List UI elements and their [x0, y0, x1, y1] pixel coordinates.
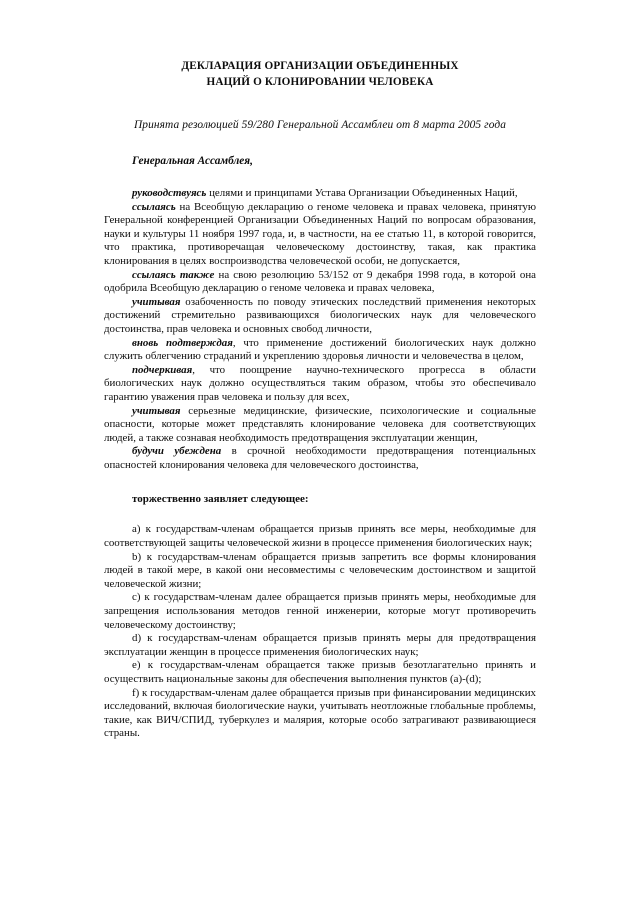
clause-item-e: e) к государствам-членам обращается также призыв безотлагательно принять и осуществить национальные законы для обеспечения выполнения пунктов (a)-(d); — [104, 659, 536, 685]
clause-item-b: b) к государствам-членам обращается призыв запретить все формы клонирования людей в такой мере, в какой они несовместимы с человеческим достоинством и защитой человеческой жизни; — [104, 550, 536, 590]
preamble-paragraph — [104, 364, 536, 405]
preamble-text: целями и принципами Устава Организации Объединенных Наций, — [206, 187, 518, 199]
salutation: Генеральная Ассамблея, — [132, 155, 253, 167]
preamble-text: , что поощрение научно-технического прогресса в области биологических наук должно осуществляться таким образом, чтобы это обеспечивало гарантию уважения прав человека и пользу для всех, — [104, 363, 536, 403]
preamble-paragraph — [104, 201, 536, 269]
preamble-text: серьезные медицинские, физические, психологические и социальные опасности, которые может представлять клонирование человека для соответствующих людей, а также сознавая необходимость предотвращения эксплуатации женщин, — [104, 404, 536, 444]
preamble-lead-phrase: руководствуясь — [132, 187, 207, 199]
preamble-text: в срочной необходимости предотвращения потенциальных опасностей клонирования человека для человеческого достоинства, — [104, 445, 536, 471]
preamble-paragraph — [104, 187, 536, 201]
preamble-text: на свою резолюцию 53/152 от 9 декабря 1998 года, в которой она одобрила Всеобщую декларацию о геноме человека и правах человека, — [104, 268, 537, 295]
preamble-paragraph — [104, 269, 536, 296]
page-title-line-1: ДЕКЛАРАЦИЯ ОРГАНИЗАЦИИ ОБЪЕДИНЕННЫХ — [181, 60, 459, 72]
clauses-section — [104, 523, 536, 741]
preamble-text: озабоченность по поводу этических последствий применения некоторых достижений стремительно развивающихся биологических наук для человеческого достоинства, прав человека и основных свобод личности, — [104, 295, 536, 335]
preamble-lead-phrase: подчеркивая — [132, 363, 193, 376]
preamble-lead-phrase: учитывая — [132, 295, 181, 308]
clause-item-a: a) к государствам-членам обращается призыв принять все меры, необходимые для соответствующей защиты человеческой жизни в процессе применения биологических наук; — [104, 523, 536, 550]
clause-item-d: d) к государствам-членам обращается призыв принять меры для предотвращения эксплуатации женщин в процессе применения биологических наук; — [104, 632, 536, 658]
preamble-lead-phrase: будучи убеждена — [132, 445, 222, 458]
document-subtitle: Принята резолюцией 59/280 Генеральной Ассамблеи от 8 марта 2005 года — [133, 119, 507, 131]
preamble-lead-phrase: ссылаясь — [132, 200, 176, 213]
preamble-text: , что применение достижений биологических наук должно служить облегчению страданий и укреплению здоровья личности и человечества в целом, — [104, 336, 536, 363]
preamble-paragraph — [104, 296, 536, 337]
page-title-line-2: НАЦИЙ О КЛОНИРОВАНИИ ЧЕЛОВЕКА — [206, 76, 434, 88]
preamble-lead-phrase: вновь подтверждая — [132, 336, 233, 349]
page-title — [104, 58, 536, 90]
clause-item-c: c) к государствам-членам далее обращается призыв принять меры, необходимые для запрещения использования методов генной инженерии, которые могут противоречить человеческому достоинству; — [104, 591, 536, 631]
preamble-lead-phrase: ссылаясь также — [132, 268, 215, 281]
preamble-lead-phrase: учитывая — [132, 404, 181, 417]
preamble-section — [104, 187, 536, 472]
preamble-paragraph — [104, 405, 536, 446]
preamble-text: на Всеобщую декларацию о геноме человека и правах человека, принятую Генеральной конференцией Организации Объединенных Наций по вопросам образования, науки и культуры 11 ноября 1997 года, и, в частности, на ее статью 11, в которой говорится, что практика, противоречащая человеческому достоинству, такая, как практика клонирования в целях воспроизводства человеческой особи, не допускается, — [104, 200, 536, 267]
preamble-paragraph — [104, 445, 536, 472]
operative-heading: торжественно заявляет следующее: — [132, 493, 309, 506]
preamble-paragraph — [104, 337, 536, 364]
clause-item-f: f) к государствам-членам далее обращается призыв при финансировании медицинских исследований, включая биологические науки, учитывать неотложные глобальные проблемы, такие, как ВИЧ/СПИД, туберкулез и малярия, которые особо затрагивают развивающиеся страны. — [104, 686, 536, 740]
